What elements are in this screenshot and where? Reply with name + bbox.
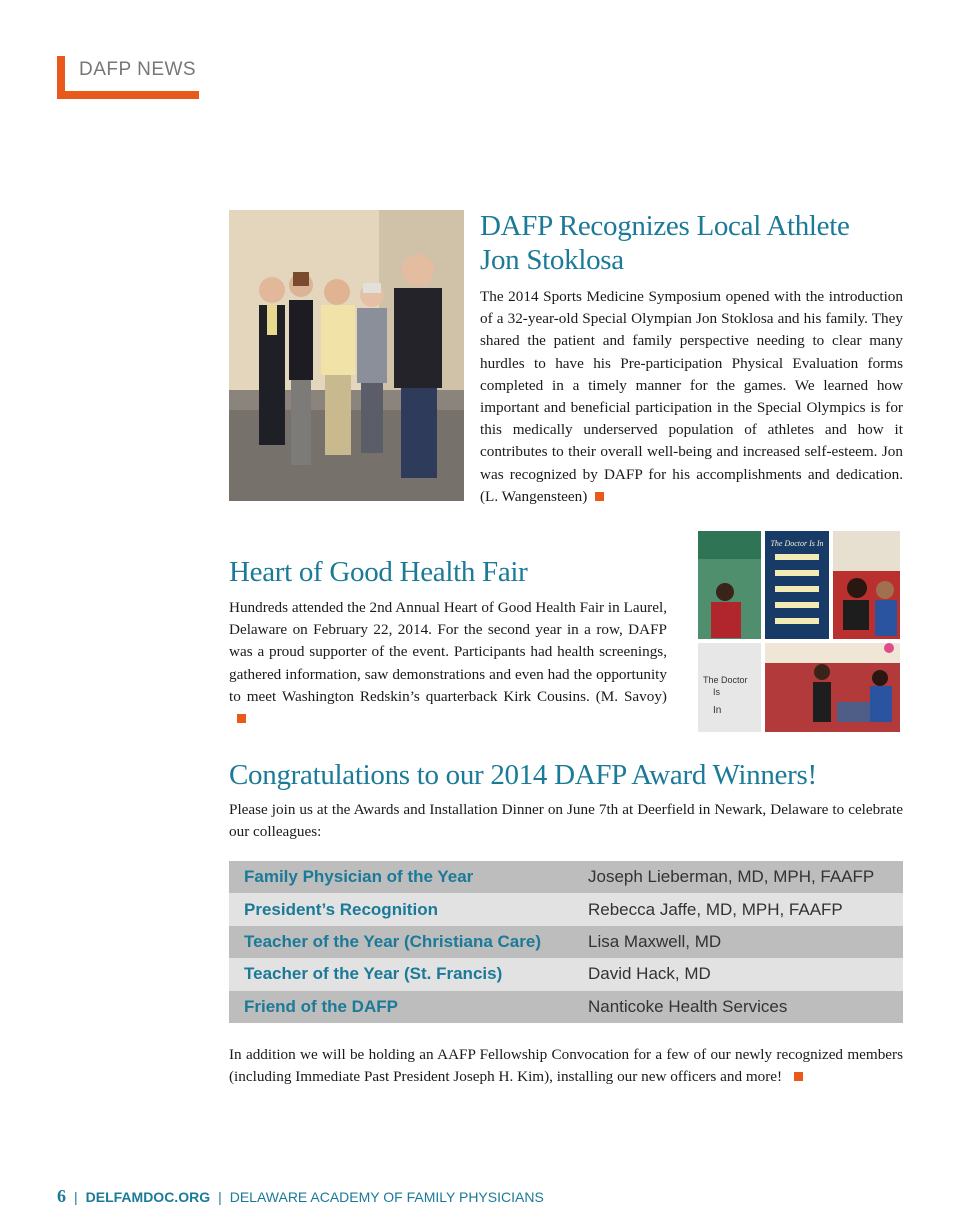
award-category: Family Physician of the Year [229, 861, 588, 893]
collage-sign-bottom-line2: Is [713, 687, 721, 697]
footer-separator: | [74, 1189, 78, 1205]
article3-title: Congratulations to our 2014 DAFP Award Winners! [229, 759, 817, 791]
article1-title-line2: Jon Stoklosa [480, 244, 624, 276]
article3-closing-text: In addition we will be holding an AAFP Fellowship Convocation for a few of our newly recognized members (including Immediate Past President Joseph H. Kim), installing our new officers and more! [229, 1046, 903, 1086]
article1-body-text: The 2014 Sports Medicine Symposium opened with the introduction of a 32-year-old Special Olympian Jon Stoklosa and his family. They shared the patient and family perspective needing to clear many hurdles to have his Pre-participation Physical Evaluation forms completed in a timely manner for the games. We learned how important and beneficial participation in the Special Olympics is for this medically underserved population of athletes and how it contributes to their overall well-being and increased self-esteem. Jon was recognized by DAFP for his accomplishments and dedication. (L. Wangensteen) [480, 288, 903, 505]
athlete-group-photo [229, 210, 464, 501]
collage-sign-bottom-line3: In [713, 705, 722, 716]
award-winner: Lisa Maxwell, MD [588, 926, 903, 958]
page-footer [57, 1186, 544, 1207]
award-row [229, 958, 903, 990]
collage-sign-top-text: The Doctor Is In [770, 539, 824, 548]
end-of-article-marker [595, 492, 604, 501]
article2-body [229, 597, 667, 730]
footer-org-name: DELAWARE ACADEMY OF FAMILY PHYSICIANS [229, 1189, 544, 1205]
page-number: 6 [57, 1186, 66, 1206]
article3-closing [229, 1044, 903, 1088]
health-fair-photo-collage [697, 530, 901, 733]
award-winner: Joseph Lieberman, MD, MPH, FAAFP [588, 861, 903, 893]
footer-site-link[interactable]: DELFAMDOC.ORG [85, 1189, 211, 1205]
article1-body [480, 286, 903, 508]
award-row [229, 893, 903, 925]
award-category: President’s Recognition [229, 893, 588, 925]
article3-intro: Please join us at the Awards and Installation Dinner on June 7th at Deerfield in Newark, Delaware to celebrate our colleagues: [229, 801, 903, 841]
award-category: Friend of the DAFP [229, 991, 588, 1023]
article2-body-text: Hundreds attended the 2nd Annual Heart of Good Health Fair in Laurel, Delaware on February 22, 2014. For the second year in a row, DAFP was a proud supporter of the event. Participants had health screenings, gathered information, saw demonstrations and even had the opportunity to meet Washington Redskin’s quarterback Kirk Cousins. (M. Savoy) [229, 599, 667, 705]
award-row [229, 991, 903, 1023]
article1-title [480, 209, 910, 277]
end-of-article-marker [237, 714, 246, 723]
article2-title: Heart of Good Health Fair [229, 556, 528, 588]
collage-sign-bottom-line1: The Doctor [703, 675, 748, 685]
award-category: Teacher of the Year (Christiana Care) [229, 926, 588, 958]
section-tag-label: DAFP NEWS [79, 59, 197, 80]
award-winner: Rebecca Jaffe, MD, MPH, FAAFP [588, 893, 903, 925]
end-of-article-marker [794, 1072, 803, 1081]
award-winner: Nanticoke Health Services [588, 991, 903, 1023]
footer-separator: | [218, 1189, 222, 1205]
section-tag [57, 56, 199, 99]
awards-table [229, 861, 903, 1023]
award-winner: David Hack, MD [588, 958, 903, 990]
award-row [229, 926, 903, 958]
section-tag-bar-horizontal [57, 91, 199, 99]
article1-title-line1: DAFP Recognizes Local Athlete [480, 210, 850, 242]
award-row [229, 861, 903, 893]
award-category: Teacher of the Year (St. Francis) [229, 958, 588, 990]
